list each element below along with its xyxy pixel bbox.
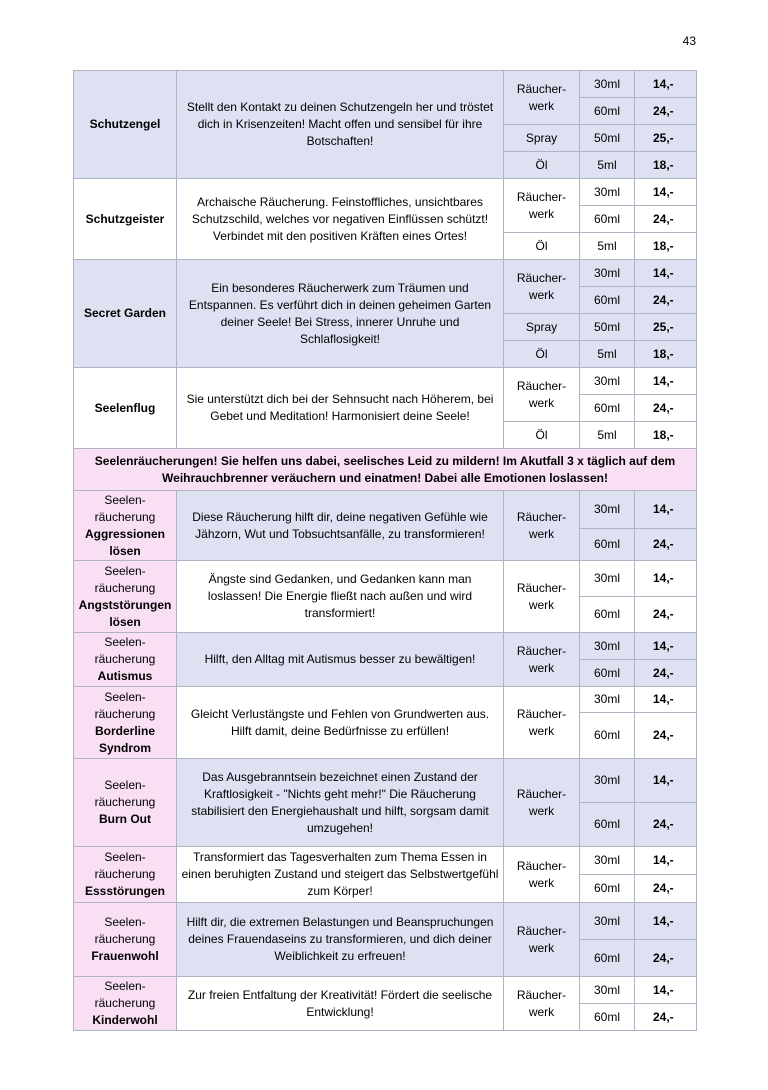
size: 60ml	[580, 287, 635, 314]
size: 30ml	[580, 179, 635, 206]
table-row	[74, 561, 697, 597]
product-name: Schutzengel	[74, 71, 177, 179]
size: 60ml	[580, 1004, 635, 1031]
product-name: Schutzgeister	[74, 179, 177, 260]
product-name	[74, 491, 177, 561]
size: 60ml	[580, 940, 635, 977]
product-prefix: Seelen-räucherung	[94, 563, 156, 595]
price: 14,-	[635, 977, 697, 1004]
product-description: Stellt den Kontakt zu deinen Schutzengeln her und tröstet dich in Krisenzeiten! Macht offen und sensibel für ihre Botschaften!	[177, 71, 504, 179]
product-type: Öl	[504, 233, 580, 260]
size: 30ml	[580, 368, 635, 395]
size: 30ml	[580, 687, 635, 713]
size: 30ml	[580, 491, 635, 529]
product-prefix: Seelen-räucherung	[94, 850, 156, 881]
product-prefix: Seelen-räucherung	[94, 778, 156, 809]
product-description: Gleicht Verlustängste und Fehlen von Grundwerten aus. Hilft damit, deine Bedürfnisse zu erfüllen!	[177, 687, 504, 759]
price: 18,-	[635, 422, 697, 449]
table-row	[74, 633, 697, 660]
product-prefix: Seelen-räucherung	[94, 635, 156, 666]
price: 14,-	[635, 633, 697, 660]
price: 18,-	[635, 152, 697, 179]
size: 30ml	[580, 633, 635, 660]
size: 30ml	[580, 759, 635, 803]
size: 60ml	[580, 206, 635, 233]
product-description: Hilft, den Alltag mit Autismus besser zu bewältigen!	[177, 633, 504, 687]
product-prefix: Seelen-räucherung	[94, 689, 156, 721]
product-type: Räucher-werk	[504, 687, 580, 759]
price: 25,-	[635, 314, 697, 341]
product-name	[74, 561, 177, 633]
product-type: Öl	[504, 152, 580, 179]
size: 60ml	[580, 529, 635, 561]
price: 14,-	[635, 491, 697, 529]
product-name: Secret Garden	[74, 260, 177, 368]
price: 14,-	[635, 903, 697, 940]
product-type: Öl	[504, 422, 580, 449]
product-name	[74, 977, 177, 1031]
product-type: Räucher-werk	[504, 977, 580, 1031]
product-name	[74, 687, 177, 759]
product-type: Räucher-werk	[504, 561, 580, 633]
size: 50ml	[580, 125, 635, 152]
size: 60ml	[580, 597, 635, 633]
size: 60ml	[580, 803, 635, 847]
table-row	[74, 260, 697, 287]
price: 14,-	[635, 687, 697, 713]
product-description: Diese Räucherung hilft dir, deine negativen Gefühle wie Jähzorn, Wut und Tobsuchtsanfälle, zu transformieren!	[177, 491, 504, 561]
product-description: Archaische Räucherung. Feinstoffliches, unsichtbares Schutzschild, welches vor negativen Einflüssen schützt! Verbindet mit den positiven Kräften eines Ortes!	[177, 179, 504, 260]
size: 50ml	[580, 314, 635, 341]
product-name	[74, 633, 177, 687]
product-type: Räucher-werk	[504, 847, 580, 903]
price: 18,-	[635, 233, 697, 260]
price: 14,-	[635, 759, 697, 803]
product-title: Borderline Syndrom	[94, 723, 155, 755]
page-number: 43	[682, 34, 696, 48]
size: 60ml	[580, 98, 635, 125]
product-title: Kinderwohl	[92, 1013, 158, 1027]
product-description: Sie unterstützt dich bei der Sehnsucht nach Höherem, bei Gebet und Meditation! Harmonisiert deine Seele!	[177, 368, 504, 449]
price: 24,-	[635, 529, 697, 561]
price: 14,-	[635, 847, 697, 875]
product-title: Aggressionen lösen	[84, 526, 165, 558]
size: 60ml	[580, 875, 635, 903]
product-description: Ängste sind Gedanken, und Gedanken kann man loslassen! Die Energie fließt nach außen und wird transformiert!	[177, 561, 504, 633]
table-row	[74, 71, 697, 98]
price: 14,-	[635, 368, 697, 395]
product-name: Seelenflug	[74, 368, 177, 449]
price: 18,-	[635, 341, 697, 368]
product-description: Zur freien Entfaltung der Kreativität! Fördert die seelische Entwicklung!	[177, 977, 504, 1031]
product-description: Hilft dir, die extremen Belastungen und Beanspruchungen deines Frauendaseins zu transformieren, und dich deiner Weiblichkeit zu erfreuen!	[177, 903, 504, 977]
table-row	[74, 449, 697, 491]
price: 24,-	[635, 597, 697, 633]
product-type: Räucher-werk	[504, 903, 580, 977]
product-type: Spray	[504, 314, 580, 341]
size: 30ml	[580, 561, 635, 597]
price: 14,-	[635, 260, 697, 287]
size: 60ml	[580, 713, 635, 759]
table-row	[74, 847, 697, 875]
size: 30ml	[580, 260, 635, 287]
price: 24,-	[635, 940, 697, 977]
table-row	[74, 687, 697, 713]
price: 24,-	[635, 98, 697, 125]
size: 30ml	[580, 903, 635, 940]
product-description: Das Ausgebranntsein bezeichnet einen Zustand der Kraftlosigkeit - "Nichts geht mehr!" Die Räucherung stabilisiert den Energiehaushalt und hilft, sorgsam damit umzugehen!	[177, 759, 504, 847]
table-row	[74, 491, 697, 529]
price: 24,-	[635, 1004, 697, 1031]
size: 5ml	[580, 152, 635, 179]
table-row	[74, 903, 697, 940]
size: 30ml	[580, 977, 635, 1004]
price: 14,-	[635, 179, 697, 206]
product-type: Räucher-werk	[504, 759, 580, 847]
price: 24,-	[635, 287, 697, 314]
size: 60ml	[580, 660, 635, 687]
product-prefix: Seelen-räucherung	[94, 915, 156, 946]
product-prefix: Seelen-räucherung	[94, 492, 156, 524]
price: 24,-	[635, 875, 697, 903]
table-row	[74, 759, 697, 803]
size: 5ml	[580, 422, 635, 449]
product-type: Räucher-werk	[504, 260, 580, 314]
table-row	[74, 179, 697, 206]
product-title: Burn Out	[99, 812, 151, 826]
price: 24,-	[635, 660, 697, 687]
size: 60ml	[580, 395, 635, 422]
price: 24,-	[635, 206, 697, 233]
product-title: Essstörungen	[84, 884, 165, 898]
price: 24,-	[635, 395, 697, 422]
table-row	[74, 977, 697, 1004]
product-name	[74, 759, 177, 847]
size: 30ml	[580, 71, 635, 98]
product-title: Angststörungen lösen	[78, 597, 172, 629]
size: 5ml	[580, 341, 635, 368]
price: 24,-	[635, 803, 697, 847]
price: 24,-	[635, 713, 697, 759]
product-type: Räucher-werk	[504, 633, 580, 687]
product-name	[74, 847, 177, 903]
price: 14,-	[635, 561, 697, 597]
product-prefix: Seelen-räucherung	[94, 979, 156, 1010]
size: 30ml	[580, 847, 635, 875]
product-table	[73, 70, 697, 1031]
section-note: Seelenräucherungen! Sie helfen uns dabei, seelisches Leid zu mildern! Im Akutfall 3 x täglich auf dem Weihrauchbrenner veräuchern und einatmen! Dabei alle Emotionen loslassen!	[74, 449, 697, 491]
product-title: Frauenwohl	[91, 949, 159, 963]
product-name	[74, 903, 177, 977]
price: 14,-	[635, 71, 697, 98]
size: 5ml	[580, 233, 635, 260]
product-type: Räucher-werk	[504, 368, 580, 422]
product-type: Öl	[504, 341, 580, 368]
table-row	[74, 368, 697, 395]
product-description: Ein besonderes Räucherwerk zum Träumen und Entspannen. Es verführt dich in deinen geheimen Garten deiner Seele! Bei Stress, innerer Unruhe und Schlaflosigkeit!	[177, 260, 504, 368]
price: 25,-	[635, 125, 697, 152]
product-type: Räucher-werk	[504, 71, 580, 125]
product-title: Autismus	[97, 669, 153, 683]
product-type: Spray	[504, 125, 580, 152]
product-type: Räucher-werk	[504, 179, 580, 233]
product-description: Transformiert das Tagesverhalten zum Thema Essen in einen beruhigten Zustand und steigert das Selbstwertgefühl zum Körper!	[177, 847, 504, 903]
product-type: Räucher-werk	[504, 491, 580, 561]
